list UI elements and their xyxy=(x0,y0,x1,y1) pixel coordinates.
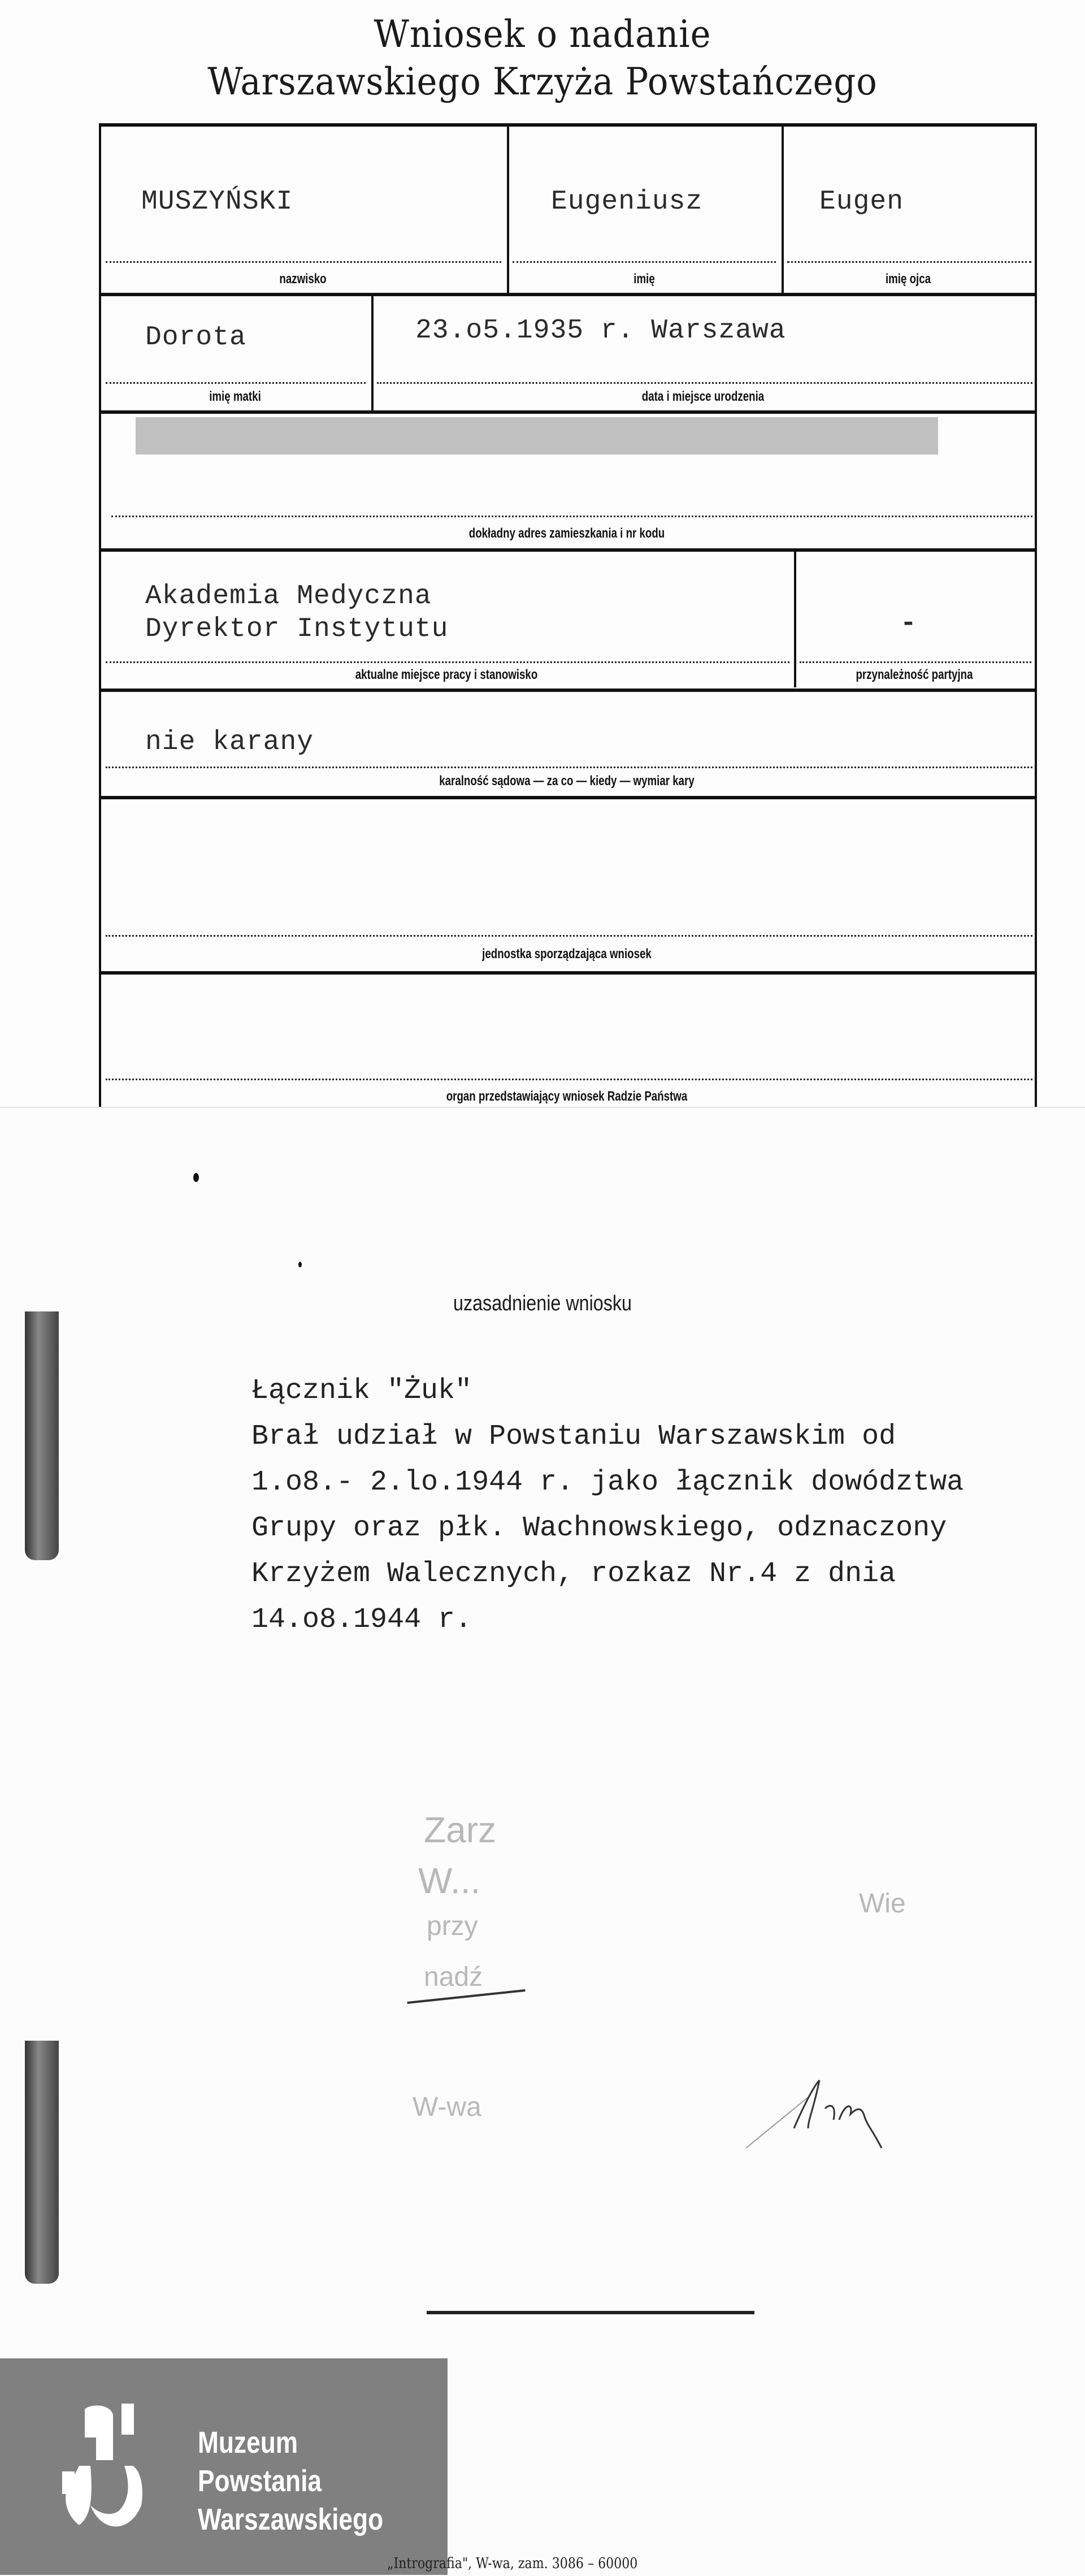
party-dotted-line xyxy=(800,661,1031,663)
ink-speck xyxy=(298,1262,302,1267)
address-redaction xyxy=(136,417,938,454)
justification-line: Brał udział w Powstaniu Warszawskim od xyxy=(251,1421,896,1453)
presenting-body-dotted-line xyxy=(106,1079,1032,1080)
binder-clip-top xyxy=(25,1311,59,1560)
father-name-value: Eugen xyxy=(819,187,904,217)
address-label: dokładny adres zamieszkania i nr kodu xyxy=(468,526,665,541)
justification-line: Krzyżem Walecznych, rozkaz Nr.4 z dnia xyxy=(251,1558,896,1590)
museum-name-line3: Warszawskiego xyxy=(198,2503,384,2536)
father-name-label: imię ojca xyxy=(885,271,931,287)
justification-text xyxy=(251,1368,964,1643)
row3-bottom-border xyxy=(99,548,1037,552)
workplace-dotted-line xyxy=(106,661,789,663)
justification-line: Łącznik "Żuk" xyxy=(251,1375,472,1407)
form-left-border xyxy=(99,125,101,1109)
first-name-label: imię xyxy=(633,271,655,287)
workplace-line1: Akademia Medyczna xyxy=(145,581,432,612)
museum-name xyxy=(198,2423,383,2539)
address-dotted-line xyxy=(111,516,1032,517)
justification-line: 14.o8.1944 r. xyxy=(251,1604,472,1636)
party-label: przynależność partyjna xyxy=(856,667,973,682)
row4-divider xyxy=(794,552,796,687)
stamp-fragment: Zarz xyxy=(424,1809,496,1850)
birth-label: data i miejsce urodzenia xyxy=(641,389,765,404)
first-name-value: Eugeniusz xyxy=(551,187,703,217)
workplace-line2: Dyrektor Instytutu xyxy=(145,614,449,644)
application-form xyxy=(99,123,1037,1107)
surname-value: MUSZYŃSKI xyxy=(141,187,293,217)
stamp-fragment: nadź xyxy=(424,1962,483,1992)
form-right-border xyxy=(1035,123,1037,1107)
justification-line: 1.o8.- 2.lo.1944 r. jako łącznik dowództwa xyxy=(251,1466,964,1499)
submitting-unit-dotted-line xyxy=(106,935,1032,937)
document-title-line2: Warszawskiego Krzyża Powstańczego xyxy=(207,60,878,103)
binder-clip-bottom xyxy=(25,2041,59,2284)
mother-name-dotted-line xyxy=(106,382,366,384)
row6-bottom-border xyxy=(99,971,1037,975)
stamp-fragment: przy xyxy=(427,1911,478,1941)
museum-name-line1: Muzeum xyxy=(198,2426,298,2460)
separator-line xyxy=(427,2311,754,2314)
criminal-record-dotted-line xyxy=(106,767,1032,768)
row4-bottom-border xyxy=(99,689,1037,692)
row1-divider-2 xyxy=(782,125,784,293)
birth-dotted-line xyxy=(377,382,1032,384)
stamp-fragment: Wie xyxy=(859,1889,906,1919)
surname-dotted-line xyxy=(106,261,501,263)
row5-bottom-border xyxy=(99,796,1037,799)
row1-bottom-border xyxy=(99,293,1037,296)
submitting-unit-label: jednostka sporządzająca wniosek xyxy=(482,946,652,962)
justification-heading: uzasadnienie wniosku xyxy=(453,1292,632,1315)
surname-label: nazwisko xyxy=(279,271,327,287)
form-top-border xyxy=(99,123,1037,127)
museum-name-line2: Powstania xyxy=(198,2464,322,2498)
presenting-body-label: organ przedstawiający wniosek Radzie Państwa xyxy=(446,1089,688,1104)
justification-line: Grupy oraz płk. Wachnowskiego, odznaczony xyxy=(251,1512,947,1544)
first-name-dotted-line xyxy=(513,261,776,263)
document-title-line1: Wniosek o nadanie xyxy=(374,12,711,56)
stamp-fragment: W-wa xyxy=(413,2092,481,2122)
party-value: - xyxy=(900,608,917,639)
mother-name-label: imię matki xyxy=(209,389,261,404)
mother-name-value: Dorota xyxy=(145,322,246,353)
birth-value: 23.o5.1935 r. Warszawa xyxy=(415,315,786,346)
printer-imprint: „Intrografia", W-wa, zam. 3086 – 60000 xyxy=(387,2555,638,2572)
museum-watermark xyxy=(0,2358,448,2575)
form-page xyxy=(0,0,1085,1107)
kotwica-anchor-icon xyxy=(57,2404,181,2534)
criminal-record-value: nie karany xyxy=(145,727,314,757)
row1-divider-1 xyxy=(507,125,509,293)
signature xyxy=(740,2075,983,2154)
row2-divider xyxy=(371,296,374,410)
ink-speck xyxy=(193,1173,199,1182)
criminal-record-label: karalność sądowa — za co — kiedy — wymiar kary xyxy=(439,773,695,789)
row2-bottom-border xyxy=(99,410,1037,414)
justification-page xyxy=(0,1107,1085,2576)
workplace-label: aktualne miejsce pracy i stanowisko xyxy=(355,667,538,682)
father-name-dotted-line xyxy=(787,261,1031,263)
stamp-fragment: W... xyxy=(418,1860,481,1901)
